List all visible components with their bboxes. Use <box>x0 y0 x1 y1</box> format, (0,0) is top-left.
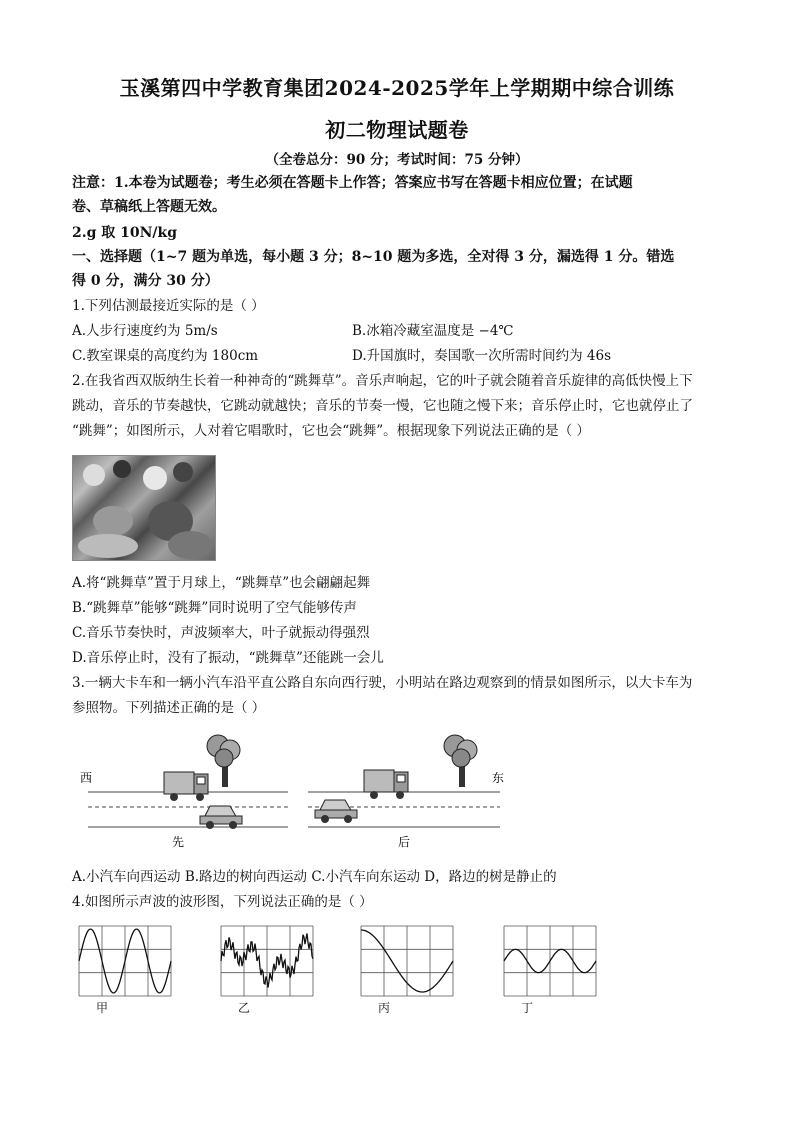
q2-stem-line-2: 跳动，音乐的节奏越快，它跳动就越快；音乐的节奏一慢，它也随之慢下来；音乐停止时，它也就停止了 <box>72 398 693 414</box>
q4-stem: 4.如图所示声波的波形图，下列说法正确的是（ ） <box>72 894 373 910</box>
q3-stem-line-1: 3.一辆大卡车和一辆小汽车沿平直公路自东向西行驶，小明站在路边观察到的情景如图所示，以大卡车为 <box>72 675 693 691</box>
q1-option-b: B.冰箱冷藏室温度是 −4℃ <box>352 323 514 339</box>
tree-icon-before <box>207 735 240 787</box>
waveform-box-3 <box>360 925 454 997</box>
label-west: 西 <box>80 771 93 785</box>
dancing-grass-photo <box>72 455 216 561</box>
truck-icon-before <box>164 772 208 801</box>
waveform-label-1: 甲 <box>96 1001 109 1015</box>
q1-option-d: D.升国旗时，奏国歌一次所需时间约为 46s <box>352 348 612 364</box>
waveform-box-2 <box>220 925 314 997</box>
q2-option-d: D.音乐停止时，没有了振动，“跳舞草”还能跳一会儿 <box>72 650 384 666</box>
note-2: 2.g 取 10N/kg <box>72 225 178 241</box>
truck-icon-after <box>364 770 408 799</box>
truck-car-diagram <box>72 730 512 855</box>
waveform-label-2: 乙 <box>238 1001 251 1015</box>
section-heading-line-2: 得 0 分，满分 30 分） <box>72 273 219 289</box>
label-east: 东 <box>492 771 505 785</box>
exam-title: 玉溪第四中学教育集团2024-2025学年上学期期中综合训练 <box>119 76 675 100</box>
note-1-line-1: 注意：1.本卷为试题卷；考生必须在答题卡上作答；答案应书写在答题卡相应位置；在试题 <box>72 175 633 191</box>
car-icon-before <box>200 806 242 829</box>
q2-option-c: C.音乐节奏快时，声波频率大，叶子就振动得强烈 <box>72 625 370 641</box>
q1-stem: 1.下列估测最接近实际的是（ ） <box>72 298 265 314</box>
q1-option-c: C.教室课桌的高度约为 180cm <box>72 348 259 364</box>
tree-icon-after <box>444 735 477 787</box>
q2-stem-line-1: 2.在我省西双版纳生长着一种神奇的“跳舞草”。音乐声响起，它的叶子就会随着音乐旋律的高低快慢上下 <box>72 373 693 389</box>
waveform-label-3: 丙 <box>378 1001 391 1015</box>
q2-stem-line-3: “跳舞”；如图所示，人对着它唱歌时，它也会“跳舞”。根据现象下列说法正确的是（ ） <box>72 423 590 439</box>
q3-options: A.小汽车向西运动 B.路边的树向西运动 C.小汽车向东运动 D，路边的树是静止的 <box>72 869 557 885</box>
q1-option-a: A.人步行速度约为 5m/s <box>72 323 218 339</box>
car-icon-after <box>315 800 357 823</box>
note-1-line-2: 卷、草稿纸上答题无效。 <box>72 199 226 215</box>
q2-option-b: B.“跳舞草”能够“跳舞”同时说明了空气能够传声 <box>72 600 357 616</box>
label-after: 后 <box>398 835 411 849</box>
section-heading-line-1: 一、选择题（1~7 题为单选，每小题 3 分；8~10 题为多选，全对得 3 分，漏选得 1 分。错选 <box>72 249 675 265</box>
waveform-label-4: 丁 <box>521 1001 534 1015</box>
waveform-box-4 <box>503 925 597 997</box>
q2-option-a: A.将“跳舞草”置于月球上，“跳舞草”也会翩翩起舞 <box>72 575 371 591</box>
exam-subtitle: 初二物理试题卷 <box>325 118 469 142</box>
exam-meta: （全卷总分：90 分；考试时间：75 分钟） <box>265 152 529 168</box>
waveform-box-1 <box>78 925 172 997</box>
label-before: 先 <box>172 835 185 849</box>
road-lines-before <box>88 792 288 827</box>
q3-stem-line-2: 参照物。下列描述正确的是（ ） <box>72 700 266 716</box>
